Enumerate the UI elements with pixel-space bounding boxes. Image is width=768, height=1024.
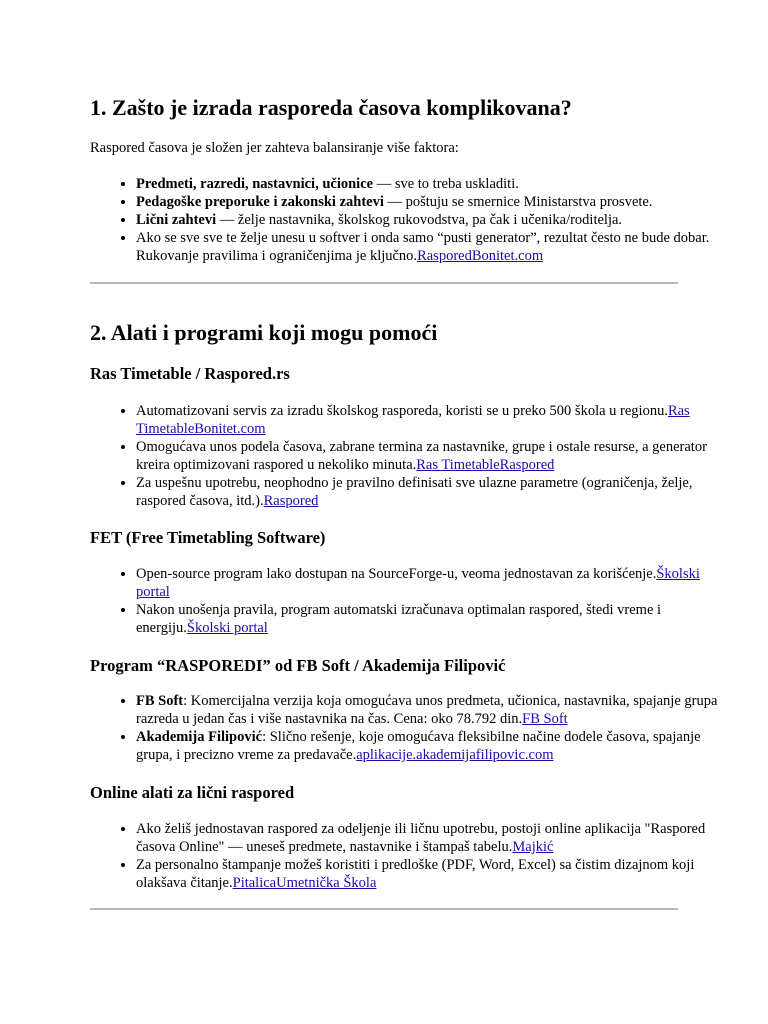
online-tools-list (90, 820, 726, 892)
source-link[interactable]: Ras TimetableBonitet.com (136, 403, 690, 437)
section2-title: 2. Alati i programi koji mogu pomoći (90, 320, 438, 345)
list-item (136, 820, 726, 856)
item-text: — poštuju se smernice Ministarstva prosvete. (383, 194, 653, 210)
item-bold: Pedagoške preporuke i zakonski zahtevi (136, 194, 384, 210)
list-item (136, 211, 726, 229)
item-text: Ako se sve sve te želje unesu u softver i onda samo “pusti generator”, rezultat često ne bude dobar. Rukovanje pravilima i ograničenjima je ključno. (136, 230, 710, 264)
list-item (136, 402, 726, 438)
item-text: : Komercijalna verzija koja omogućava unos predmeta, učionica, nastavnika, spajanje grupa razreda u jedan čas i više nastavnika na čas. Cena: oko 78.792 din. (136, 693, 718, 727)
source-link[interactable]: aplikacije.akademijafilipovic.com (356, 747, 554, 763)
list-item (136, 565, 726, 601)
list-item (136, 474, 726, 510)
item-bold: Lični zahtevi (136, 212, 217, 228)
ras-timetable-list (90, 402, 726, 510)
list-item (136, 692, 726, 728)
list-item (136, 856, 726, 892)
source-link[interactable]: PitalicaUmetnička Škola (232, 875, 377, 891)
item-text: Nakon unošenja pravila, program automatski izračunava optimalan raspored, štedi vreme i energiju. (136, 602, 662, 636)
item-text: Automatizovani servis za izradu školskog rasporeda, koristi se u preko 500 škola u regionu. (136, 403, 668, 419)
fet-list (90, 565, 726, 637)
source-link[interactable]: FB Soft (522, 711, 568, 727)
fb-soft-list (90, 692, 726, 764)
section1-list (90, 175, 726, 265)
divider (90, 282, 678, 284)
fet-heading: FET (Free Timetabling Software) (90, 528, 326, 547)
item-text: : Slično rešenje, koje omogućava fleksibilne načine dodele časova, spajanje grupa, i precizno vreme za predavače. (136, 729, 701, 763)
item-text: — želje nastavnika, školskog rukovodstva, pa čak i učenika/roditelja. (216, 212, 623, 228)
item-text: — sve to treba uskladiti. (373, 176, 519, 192)
item-text: Za personalno štampanje možeš koristiti i predloške (PDF, Word, Excel) sa čistim dizajnom koji olakšava čitanje. (136, 857, 695, 891)
source-link[interactable]: RasporedBonitet.com (417, 248, 544, 264)
section1-intro: Raspored časova je složen jer zahteva balansiranje više faktora: (90, 140, 459, 156)
list-item (136, 438, 726, 474)
source-link[interactable]: Raspored (263, 493, 319, 509)
source-link[interactable]: Majkić (512, 839, 554, 855)
item-text: Za uspešnu upotrebu, neophodno je pravilno definisati sve ulazne parametre (ograničenja, želje, raspored časova, itd.). (136, 475, 693, 509)
list-item (136, 193, 726, 211)
item-text: Omogućava unos podela časova, zabrane termina za nastavnike, grupe i ostale resurse, a generator kreira optimizovani raspored u nekoliko minuta. (136, 439, 707, 473)
list-item (136, 175, 726, 193)
list-item (136, 728, 726, 764)
source-link[interactable]: Školski portal (186, 620, 268, 636)
list-item (136, 601, 726, 637)
source-link[interactable]: Ras TimetableRaspored (416, 457, 555, 473)
online-tools-heading: Online alati za lični raspored (90, 783, 295, 802)
section1-title: 1. Zašto je izrada rasporeda časova komplikovana? (90, 95, 572, 120)
item-bold: FB Soft (136, 693, 184, 709)
ras-timetable-heading: Ras Timetable / Raspored.rs (90, 364, 290, 383)
item-bold: Akademija Filipović (136, 729, 263, 745)
fb-soft-heading: Program “RASPOREDI” od FB Soft / Akademija Filipović (90, 656, 506, 675)
divider (90, 908, 678, 910)
item-text: Open-source program lako dostupan na SourceForge-u, veoma jednostavan za korišćenje. (136, 566, 657, 582)
list-item (136, 229, 726, 265)
item-bold: Predmeti, razredi, nastavnici, učionice (136, 176, 374, 192)
source-link[interactable]: Školski portal (136, 566, 700, 600)
item-text: Ako želiš jednostavan raspored za odeljenje ili ličnu upotrebu, postoji online aplikacija "Raspored časova Online" — uneseš predmete, nastavnike i štampaš tabelu. (136, 821, 706, 855)
